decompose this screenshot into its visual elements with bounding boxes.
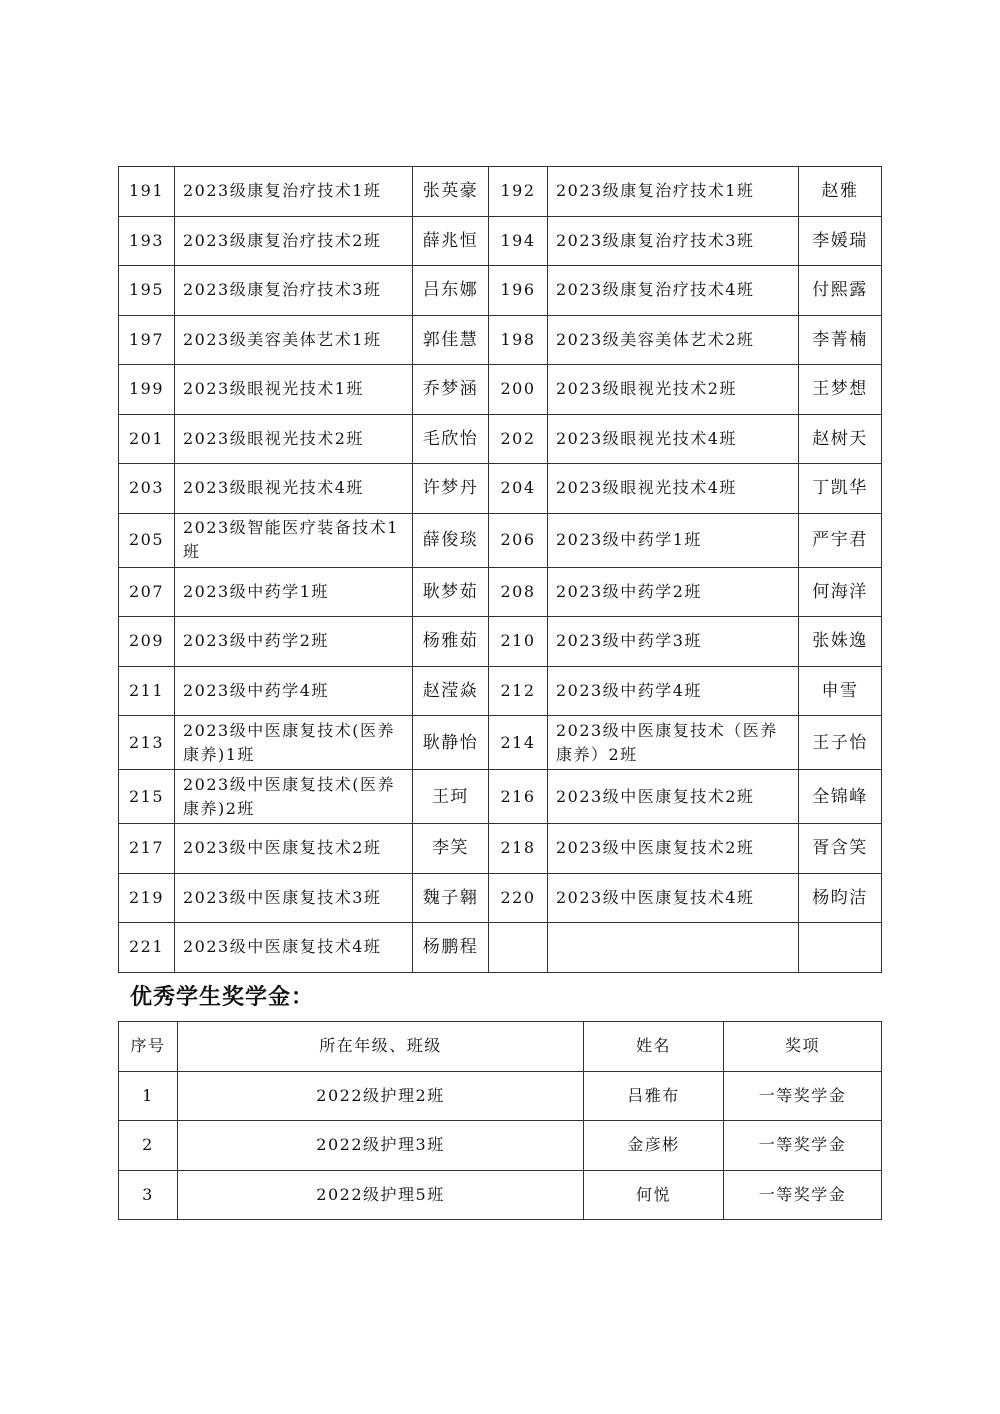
row-number: 193 — [119, 216, 175, 266]
row-student-name: 吕雅布 — [584, 1071, 724, 1121]
row-number: 196 — [489, 266, 548, 316]
header-name: 姓名 — [584, 1022, 724, 1072]
row-class: 2023级眼视光技术2班 — [548, 365, 799, 415]
row-class: 2023级眼视光技术4班 — [548, 414, 799, 464]
row-class: 2023级康复治疗技术2班 — [175, 216, 413, 266]
row-class: 2023级中医康复技术(医养康养)1班 — [175, 716, 413, 770]
row-number: 200 — [489, 365, 548, 415]
row-student-name: 薛兆恒 — [413, 216, 489, 266]
row-class: 2023级中医康复技术（医养康养）2班 — [548, 716, 799, 770]
row-class: 2023级眼视光技术2班 — [175, 414, 413, 464]
row-number: 217 — [119, 824, 175, 874]
row-student-name: 申雪 — [799, 666, 882, 716]
row-number: 197 — [119, 315, 175, 365]
row-number: 198 — [489, 315, 548, 365]
row-number: 215 — [119, 770, 175, 824]
header-index: 序号 — [119, 1022, 178, 1072]
row-student-name: 何海洋 — [799, 567, 882, 617]
student-list-table — [118, 166, 882, 973]
row-student-name: 杨鹏程 — [413, 923, 489, 973]
row-class: 2023级康复治疗技术3班 — [548, 216, 799, 266]
row-student-name: 吕东娜 — [413, 266, 489, 316]
row-class: 2023级中药学3班 — [548, 617, 799, 667]
row-number: 216 — [489, 770, 548, 824]
row-student-name: 魏子翱 — [413, 873, 489, 923]
table-row — [119, 464, 882, 514]
table-row — [119, 1121, 882, 1171]
row-class: 2023级美容美体艺术1班 — [175, 315, 413, 365]
row-number: 219 — [119, 873, 175, 923]
row-student-name: 杨雅茹 — [413, 617, 489, 667]
table-row — [119, 923, 882, 973]
row-class: 2023级康复治疗技术4班 — [548, 266, 799, 316]
row-class: 2023级中医康复技术(医养康养)2班 — [175, 770, 413, 824]
row-number: 211 — [119, 666, 175, 716]
row-number: 199 — [119, 365, 175, 415]
row-class: 2023级中医康复技术4班 — [175, 923, 413, 973]
table-row — [119, 266, 882, 316]
table-row — [119, 216, 882, 266]
table-row — [119, 824, 882, 874]
row-student-name — [799, 923, 882, 973]
row-number: 206 — [489, 513, 548, 567]
row-student-name: 全锦峰 — [799, 770, 882, 824]
row-number: 191 — [119, 167, 175, 217]
row-number — [489, 923, 548, 973]
table-row — [119, 666, 882, 716]
header-class: 所在年级、班级 — [178, 1022, 584, 1072]
row-student-name: 许梦丹 — [413, 464, 489, 514]
row-number: 194 — [489, 216, 548, 266]
row-student-name: 王梦想 — [799, 365, 882, 415]
row-class: 2023级中医康复技术3班 — [175, 873, 413, 923]
student-list-body — [119, 167, 882, 973]
row-number: 202 — [489, 414, 548, 464]
row-student-name: 李媛瑞 — [799, 216, 882, 266]
row-student-name: 丁凯华 — [799, 464, 882, 514]
table-row — [119, 315, 882, 365]
table-row — [119, 167, 882, 217]
row-index: 2 — [119, 1121, 178, 1171]
row-student-name: 毛欣怡 — [413, 414, 489, 464]
row-student-name: 李菁楠 — [799, 315, 882, 365]
row-student-name: 耿梦茹 — [413, 567, 489, 617]
row-class — [548, 923, 799, 973]
row-class: 2023级中医康复技术2班 — [548, 770, 799, 824]
row-student-name: 付熙露 — [799, 266, 882, 316]
row-number: 218 — [489, 824, 548, 874]
award-header-row — [119, 1022, 882, 1072]
row-class: 2023级中药学1班 — [548, 513, 799, 567]
row-number: 203 — [119, 464, 175, 514]
row-student-name: 乔梦涵 — [413, 365, 489, 415]
row-award: 一等奖学金 — [724, 1170, 882, 1220]
row-student-name: 郭佳慧 — [413, 315, 489, 365]
row-class: 2023级中药学2班 — [548, 567, 799, 617]
row-index: 3 — [119, 1170, 178, 1220]
row-student-name: 薛俊琰 — [413, 513, 489, 567]
row-number: 212 — [489, 666, 548, 716]
table-row — [119, 567, 882, 617]
row-number: 214 — [489, 716, 548, 770]
row-student-name: 张英豪 — [413, 167, 489, 217]
row-number: 205 — [119, 513, 175, 567]
row-class: 2023级中医康复技术2班 — [175, 824, 413, 874]
row-class: 2023级中医康复技术4班 — [548, 873, 799, 923]
award-body — [119, 1071, 882, 1220]
row-student-name: 何悦 — [584, 1170, 724, 1220]
row-student-name: 严宇君 — [799, 513, 882, 567]
table-row — [119, 414, 882, 464]
row-student-name: 赵树天 — [799, 414, 882, 464]
row-student-name: 张姝逸 — [799, 617, 882, 667]
row-class: 2023级中药学4班 — [175, 666, 413, 716]
table-row — [119, 716, 882, 770]
row-student-name: 李笑 — [413, 824, 489, 874]
row-class: 2023级康复治疗技术3班 — [175, 266, 413, 316]
table-row — [119, 1071, 882, 1121]
row-student-name: 杨昀洁 — [799, 873, 882, 923]
row-class: 2023级中药学2班 — [175, 617, 413, 667]
row-student-name: 胥含笑 — [799, 824, 882, 874]
header-award: 奖项 — [724, 1022, 882, 1072]
row-class: 2023级中药学4班 — [548, 666, 799, 716]
row-number: 207 — [119, 567, 175, 617]
award-table — [118, 1021, 882, 1220]
table-row — [119, 770, 882, 824]
row-class: 2023级中药学1班 — [175, 567, 413, 617]
row-student-name: 赵滢焱 — [413, 666, 489, 716]
row-number: 195 — [119, 266, 175, 316]
row-number: 201 — [119, 414, 175, 464]
row-class: 2023级眼视光技术1班 — [175, 365, 413, 415]
row-student-name: 赵雅 — [799, 167, 882, 217]
row-class: 2023级眼视光技术4班 — [175, 464, 413, 514]
row-number: 213 — [119, 716, 175, 770]
table-row — [119, 1170, 882, 1220]
row-number: 220 — [489, 873, 548, 923]
row-number: 210 — [489, 617, 548, 667]
row-award: 一等奖学金 — [724, 1121, 882, 1171]
row-index: 1 — [119, 1071, 178, 1121]
table-row — [119, 365, 882, 415]
row-student-name: 金彦彬 — [584, 1121, 724, 1171]
row-number: 221 — [119, 923, 175, 973]
row-class: 2023级智能医疗装备技术1班 — [175, 513, 413, 567]
row-number: 208 — [489, 567, 548, 617]
row-class: 2023级康复治疗技术1班 — [175, 167, 413, 217]
row-student-name: 王珂 — [413, 770, 489, 824]
row-class: 2023级中医康复技术2班 — [548, 824, 799, 874]
row-class: 2023级康复治疗技术1班 — [548, 167, 799, 217]
row-student-name: 耿静怡 — [413, 716, 489, 770]
row-class: 2022级护理5班 — [178, 1170, 584, 1220]
table-row — [119, 513, 882, 567]
row-class: 2022级护理3班 — [178, 1121, 584, 1171]
row-student-name: 王子怡 — [799, 716, 882, 770]
row-number: 192 — [489, 167, 548, 217]
table-row — [119, 873, 882, 923]
row-award: 一等奖学金 — [724, 1071, 882, 1121]
row-class: 2022级护理2班 — [178, 1071, 584, 1121]
table-row — [119, 617, 882, 667]
row-number: 209 — [119, 617, 175, 667]
row-class: 2023级美容美体艺术2班 — [548, 315, 799, 365]
row-number: 204 — [489, 464, 548, 514]
section-title: 优秀学生奖学金： — [130, 985, 315, 1010]
row-class: 2023级眼视光技术4班 — [548, 464, 799, 514]
